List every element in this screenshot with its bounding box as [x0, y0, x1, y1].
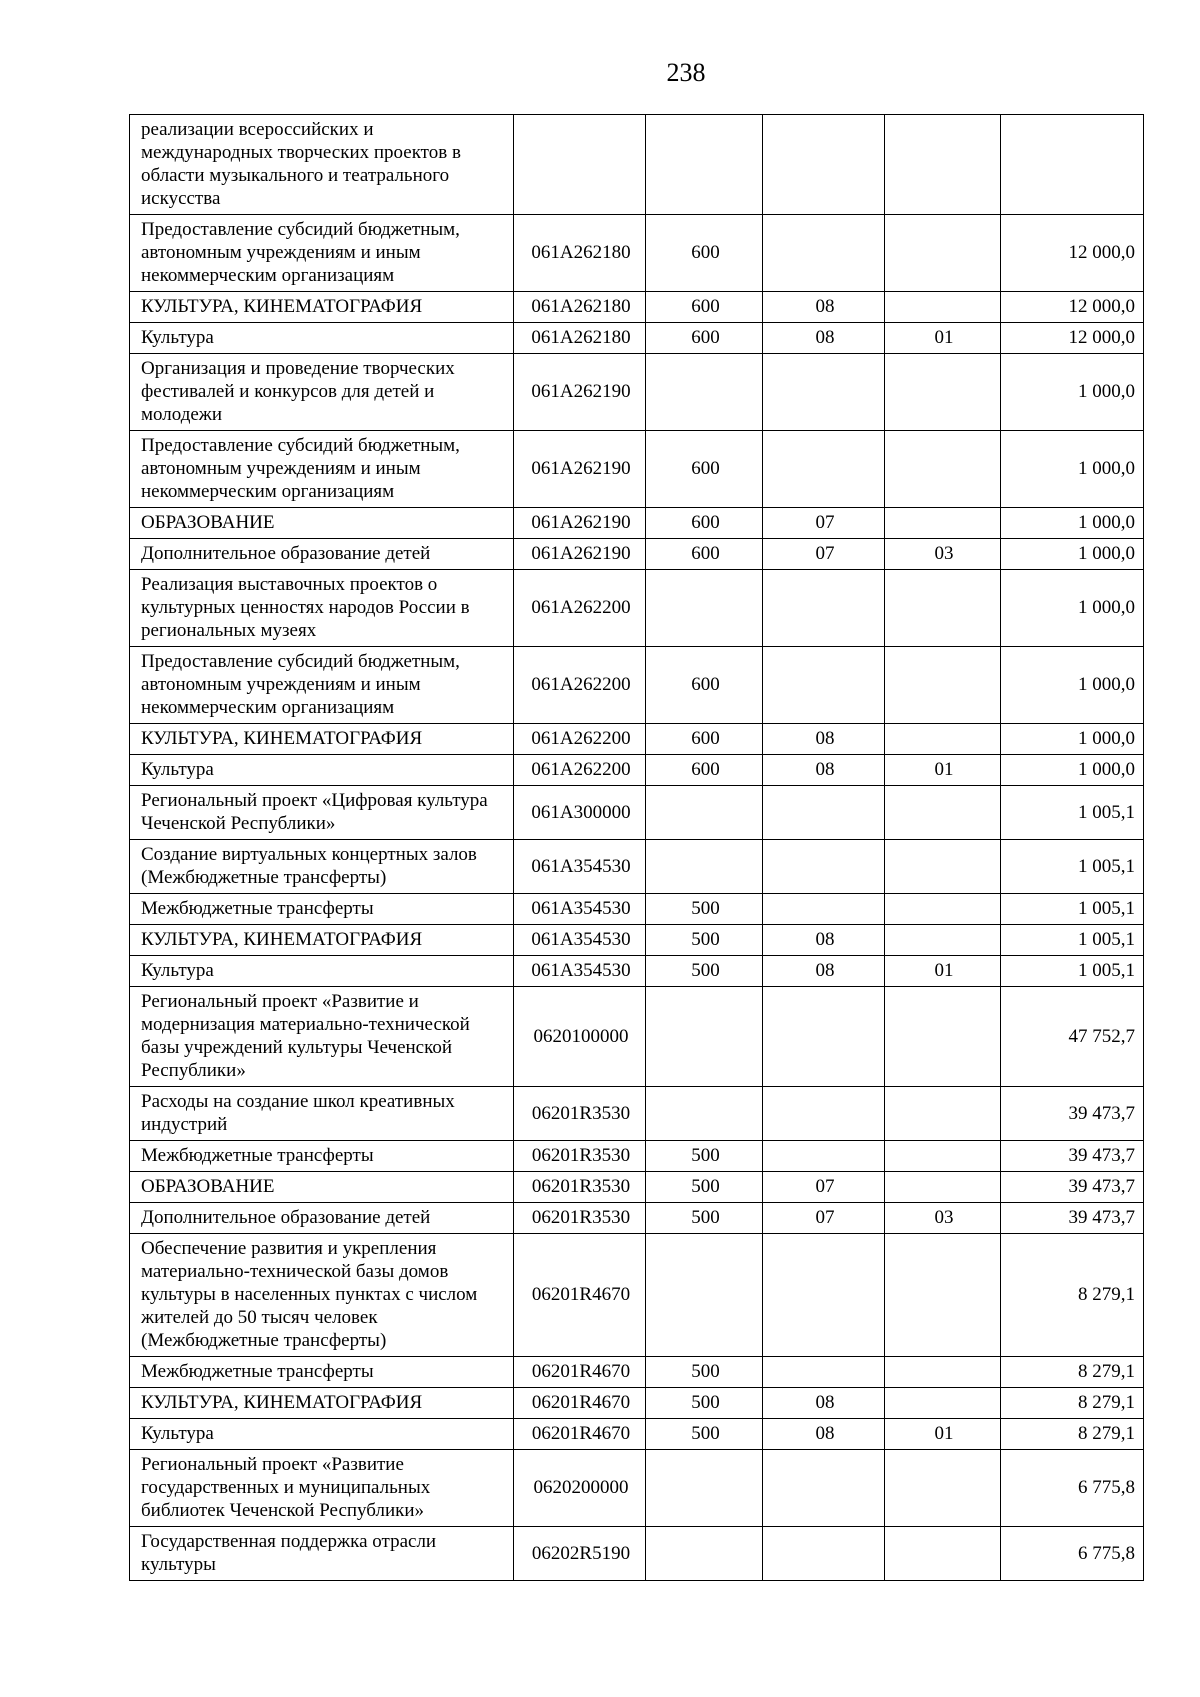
row-amount: 6 775,8	[1001, 1450, 1144, 1527]
table-row	[130, 724, 1144, 755]
row-expense-type: 600	[646, 724, 763, 755]
row-amount: 8 279,1	[1001, 1234, 1144, 1357]
table-row	[130, 1419, 1144, 1450]
row-subsection	[885, 840, 1001, 894]
table-row	[130, 323, 1144, 354]
row-section	[763, 1527, 885, 1581]
row-subsection	[885, 1141, 1001, 1172]
row-name: Дополнительное образование детей	[130, 1203, 514, 1234]
table-row	[130, 508, 1144, 539]
row-expense-type	[646, 354, 763, 431]
row-target-code: 06201R3530	[514, 1087, 646, 1141]
row-expense-type: 500	[646, 956, 763, 987]
row-target-code: 061A262200	[514, 755, 646, 786]
row-target-code: 061A262190	[514, 354, 646, 431]
row-subsection	[885, 987, 1001, 1087]
table-row	[130, 292, 1144, 323]
row-name: Расходы на создание школ креативных индустрий	[130, 1087, 514, 1141]
row-section: 07	[763, 539, 885, 570]
row-name: ОБРАЗОВАНИЕ	[130, 1172, 514, 1203]
row-section: 08	[763, 292, 885, 323]
row-subsection	[885, 786, 1001, 840]
row-section: 08	[763, 925, 885, 956]
row-section	[763, 786, 885, 840]
row-name: Предоставление субсидий бюджетным, автономным учреждениям и иным некоммерческим организациям	[130, 431, 514, 508]
table-row	[130, 115, 1144, 215]
row-target-code: 061A262200	[514, 724, 646, 755]
row-subsection	[885, 115, 1001, 215]
row-subsection	[885, 1087, 1001, 1141]
row-name: Реализация выставочных проектов о культурных ценностях народов России в региональных музеях	[130, 570, 514, 647]
table-row	[130, 431, 1144, 508]
row-expense-type: 500	[646, 1203, 763, 1234]
row-subsection	[885, 508, 1001, 539]
row-section	[763, 570, 885, 647]
row-name: ОБРАЗОВАНИЕ	[130, 508, 514, 539]
row-section: 07	[763, 508, 885, 539]
row-target-code: 061A300000	[514, 786, 646, 840]
row-subsection	[885, 570, 1001, 647]
row-section: 07	[763, 1172, 885, 1203]
row-name: Культура	[130, 755, 514, 786]
row-section	[763, 647, 885, 724]
row-subsection	[885, 1527, 1001, 1581]
table-row	[130, 1234, 1144, 1357]
row-amount: 8 279,1	[1001, 1357, 1144, 1388]
row-amount: 1 005,1	[1001, 840, 1144, 894]
row-section: 08	[763, 755, 885, 786]
row-subsection	[885, 1172, 1001, 1203]
row-name: Региональный проект «Развитие и модернизация материально-технической базы учреждений культуры Чеченской Республики»	[130, 987, 514, 1087]
row-target-code: 06201R4670	[514, 1234, 646, 1357]
row-section	[763, 987, 885, 1087]
row-amount: 47 752,7	[1001, 987, 1144, 1087]
row-subsection	[885, 1234, 1001, 1357]
row-amount: 39 473,7	[1001, 1087, 1144, 1141]
row-amount: 39 473,7	[1001, 1141, 1144, 1172]
row-name: Обеспечение развития и укрепления материально-технической базы домов культуры в населенных пунктах с числом жителей до 50 тысяч человек (Межбюджетные трансферты)	[130, 1234, 514, 1357]
table-row	[130, 647, 1144, 724]
table-row	[130, 539, 1144, 570]
row-amount: 1 005,1	[1001, 956, 1144, 987]
row-amount: 1 000,0	[1001, 354, 1144, 431]
row-subsection	[885, 894, 1001, 925]
row-section	[763, 1357, 885, 1388]
row-subsection	[885, 1450, 1001, 1527]
row-subsection	[885, 292, 1001, 323]
page-number: 238	[666, 58, 706, 87]
row-name: Региональный проект «Развитие государственных и муниципальных библиотек Чеченской Республики»	[130, 1450, 514, 1527]
row-name: Создание виртуальных концертных залов (Межбюджетные трансферты)	[130, 840, 514, 894]
row-section: 08	[763, 956, 885, 987]
row-amount: 1 000,0	[1001, 755, 1144, 786]
row-amount: 12 000,0	[1001, 215, 1144, 292]
row-subsection	[885, 1388, 1001, 1419]
row-target-code: 06201R4670	[514, 1419, 646, 1450]
row-amount: 1 000,0	[1001, 431, 1144, 508]
row-section	[763, 431, 885, 508]
table-row	[130, 840, 1144, 894]
row-expense-type: 600	[646, 215, 763, 292]
table-row	[130, 1357, 1144, 1388]
row-expense-type: 600	[646, 647, 763, 724]
row-subsection	[885, 925, 1001, 956]
row-name: КУЛЬТУРА, КИНЕМАТОГРАФИЯ	[130, 1388, 514, 1419]
row-amount: 39 473,7	[1001, 1172, 1144, 1203]
table-row	[130, 956, 1144, 987]
row-amount: 1 000,0	[1001, 539, 1144, 570]
row-expense-type	[646, 570, 763, 647]
row-name: Межбюджетные трансферты	[130, 1357, 514, 1388]
row-target-code: 061A262180	[514, 215, 646, 292]
table-row	[130, 1388, 1144, 1419]
row-name: КУЛЬТУРА, КИНЕМАТОГРАФИЯ	[130, 724, 514, 755]
row-target-code: 061A262190	[514, 508, 646, 539]
row-section: 08	[763, 724, 885, 755]
row-expense-type: 600	[646, 323, 763, 354]
budget-table	[129, 114, 1144, 1581]
row-expense-type: 600	[646, 755, 763, 786]
row-section	[763, 115, 885, 215]
row-name: Предоставление субсидий бюджетным, автономным учреждениям и иным некоммерческим организациям	[130, 647, 514, 724]
row-expense-type	[646, 840, 763, 894]
table-row	[130, 1172, 1144, 1203]
row-amount: 1 005,1	[1001, 925, 1144, 956]
row-amount: 12 000,0	[1001, 292, 1144, 323]
row-subsection: 03	[885, 539, 1001, 570]
row-expense-type: 500	[646, 925, 763, 956]
row-target-code: 061A262180	[514, 323, 646, 354]
row-expense-type: 500	[646, 1419, 763, 1450]
row-amount: 1 000,0	[1001, 647, 1144, 724]
row-section: 08	[763, 1419, 885, 1450]
row-subsection: 01	[885, 1419, 1001, 1450]
row-expense-type	[646, 1087, 763, 1141]
row-amount: 12 000,0	[1001, 323, 1144, 354]
row-section: 07	[763, 1203, 885, 1234]
row-name: КУЛЬТУРА, КИНЕМАТОГРАФИЯ	[130, 292, 514, 323]
row-amount: 6 775,8	[1001, 1527, 1144, 1581]
row-amount: 8 279,1	[1001, 1388, 1144, 1419]
row-target-code: 06201R3530	[514, 1172, 646, 1203]
row-target-code: 06201R3530	[514, 1141, 646, 1172]
row-expense-type: 500	[646, 1388, 763, 1419]
row-section	[763, 354, 885, 431]
row-target-code: 061A354530	[514, 840, 646, 894]
table-row	[130, 987, 1144, 1087]
row-amount: 1 005,1	[1001, 894, 1144, 925]
row-expense-type	[646, 987, 763, 1087]
table-row	[130, 786, 1144, 840]
row-target-code: 06201R4670	[514, 1388, 646, 1419]
row-section	[763, 1450, 885, 1527]
table-row	[130, 1087, 1144, 1141]
row-target-code: 06201R3530	[514, 1203, 646, 1234]
row-amount: 1 000,0	[1001, 724, 1144, 755]
row-name: КУЛЬТУРА, КИНЕМАТОГРАФИЯ	[130, 925, 514, 956]
row-expense-type: 600	[646, 539, 763, 570]
row-target-code: 061A354530	[514, 925, 646, 956]
row-expense-type: 500	[646, 1172, 763, 1203]
row-target-code: 061A262200	[514, 647, 646, 724]
row-subsection	[885, 647, 1001, 724]
row-target-code: 061A262190	[514, 431, 646, 508]
row-target-code: 061A262200	[514, 570, 646, 647]
row-amount	[1001, 115, 1144, 215]
row-target-code: 0620200000	[514, 1450, 646, 1527]
row-name: реализации всероссийских и международных творческих проектов в области музыкального и театрального искусства	[130, 115, 514, 215]
row-subsection: 01	[885, 755, 1001, 786]
row-name: Дополнительное образование детей	[130, 539, 514, 570]
row-target-code	[514, 115, 646, 215]
row-amount: 1 000,0	[1001, 570, 1144, 647]
table-row	[130, 1203, 1144, 1234]
row-subsection: 01	[885, 956, 1001, 987]
row-expense-type: 500	[646, 894, 763, 925]
row-target-code: 06202R5190	[514, 1527, 646, 1581]
row-section	[763, 840, 885, 894]
row-target-code: 061A354530	[514, 894, 646, 925]
row-name: Межбюджетные трансферты	[130, 1141, 514, 1172]
table-row	[130, 755, 1144, 786]
row-expense-type	[646, 786, 763, 840]
row-section: 08	[763, 1388, 885, 1419]
row-section	[763, 1234, 885, 1357]
row-section: 08	[763, 323, 885, 354]
row-target-code: 061A262180	[514, 292, 646, 323]
table-row	[130, 215, 1144, 292]
row-subsection	[885, 724, 1001, 755]
row-section	[763, 894, 885, 925]
table-row	[130, 894, 1144, 925]
row-expense-type	[646, 115, 763, 215]
row-amount: 1 005,1	[1001, 786, 1144, 840]
row-subsection: 01	[885, 323, 1001, 354]
row-expense-type: 500	[646, 1141, 763, 1172]
row-name: Культура	[130, 323, 514, 354]
row-name: Организация и проведение творческих фестивалей и конкурсов для детей и молодежи	[130, 354, 514, 431]
row-name: Государственная поддержка отрасли культуры	[130, 1527, 514, 1581]
row-section	[763, 1087, 885, 1141]
row-expense-type	[646, 1450, 763, 1527]
row-subsection	[885, 1357, 1001, 1388]
row-subsection	[885, 215, 1001, 292]
row-amount: 39 473,7	[1001, 1203, 1144, 1234]
table-row	[130, 570, 1144, 647]
row-name: Культура	[130, 956, 514, 987]
row-name: Предоставление субсидий бюджетным, автономным учреждениям и иным некоммерческим организациям	[130, 215, 514, 292]
row-subsection	[885, 354, 1001, 431]
row-name: Культура	[130, 1419, 514, 1450]
row-name: Региональный проект «Цифровая культура Чеченской Республики»	[130, 786, 514, 840]
row-target-code: 06201R4670	[514, 1357, 646, 1388]
table-row	[130, 1141, 1144, 1172]
row-expense-type	[646, 1527, 763, 1581]
table-row	[130, 925, 1144, 956]
row-name: Межбюджетные трансферты	[130, 894, 514, 925]
row-target-code: 061A354530	[514, 956, 646, 987]
row-expense-type: 600	[646, 292, 763, 323]
row-amount: 8 279,1	[1001, 1419, 1144, 1450]
row-target-code: 0620100000	[514, 987, 646, 1087]
table-row	[130, 354, 1144, 431]
row-expense-type: 600	[646, 508, 763, 539]
row-subsection: 03	[885, 1203, 1001, 1234]
row-expense-type: 500	[646, 1357, 763, 1388]
row-amount: 1 000,0	[1001, 508, 1144, 539]
row-expense-type: 600	[646, 431, 763, 508]
row-target-code: 061A262190	[514, 539, 646, 570]
row-section	[763, 215, 885, 292]
table-row	[130, 1527, 1144, 1581]
table-row	[130, 1450, 1144, 1527]
row-section	[763, 1141, 885, 1172]
row-expense-type	[646, 1234, 763, 1357]
row-subsection	[885, 431, 1001, 508]
